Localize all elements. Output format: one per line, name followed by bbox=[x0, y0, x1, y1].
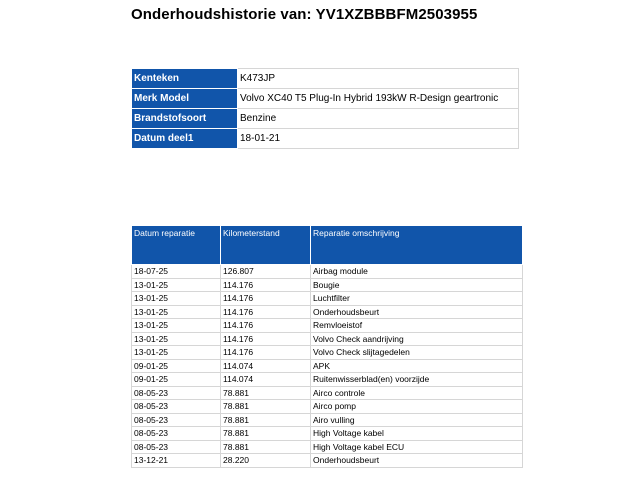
cell-mileage: 78.881 bbox=[221, 440, 311, 454]
cell-mileage: 114.176 bbox=[221, 292, 311, 306]
cell-mileage: 114.176 bbox=[221, 332, 311, 346]
cell-mileage: 126.807 bbox=[221, 265, 311, 279]
cell-description: Bougie bbox=[311, 278, 523, 292]
table-row bbox=[132, 373, 523, 387]
cell-description: Remvloeistof bbox=[311, 319, 523, 333]
cell-description: Volvo Check slijtagedelen bbox=[311, 346, 523, 360]
cell-date: 09-01-25 bbox=[132, 359, 221, 373]
cell-description: APK bbox=[311, 359, 523, 373]
vehicle-row-datum-deel1 bbox=[132, 129, 519, 149]
cell-date: 13-01-25 bbox=[132, 305, 221, 319]
cell-date: 18-07-25 bbox=[132, 265, 221, 279]
cell-description: High Voltage kabel ECU bbox=[311, 440, 523, 454]
cell-description: Onderhoudsbeurt bbox=[311, 305, 523, 319]
vehicle-label: Kenteken bbox=[132, 69, 238, 89]
cell-mileage: 114.074 bbox=[221, 359, 311, 373]
table-row bbox=[132, 265, 523, 279]
column-header-date: Datum reparatie bbox=[132, 226, 221, 265]
vehicle-row-kenteken bbox=[132, 69, 519, 89]
table-row bbox=[132, 305, 523, 319]
vehicle-value: 18-01-21 bbox=[238, 129, 519, 149]
table-row bbox=[132, 278, 523, 292]
cell-date: 08-05-23 bbox=[132, 440, 221, 454]
cell-description: Airco controle bbox=[311, 386, 523, 400]
table-row bbox=[132, 454, 523, 468]
cell-date: 13-01-25 bbox=[132, 346, 221, 360]
history-body bbox=[132, 265, 523, 468]
table-row bbox=[132, 332, 523, 346]
cell-description: Volvo Check aandrijving bbox=[311, 332, 523, 346]
vehicle-label: Merk Model bbox=[132, 89, 238, 109]
cell-mileage: 114.074 bbox=[221, 373, 311, 387]
table-row bbox=[132, 400, 523, 414]
history-table bbox=[131, 225, 523, 468]
cell-description: Onderhoudsbeurt bbox=[311, 454, 523, 468]
table-row bbox=[132, 386, 523, 400]
column-header-mileage: Kilometerstand bbox=[221, 226, 311, 265]
cell-description: Airo vulling bbox=[311, 413, 523, 427]
vehicle-info-table bbox=[131, 68, 519, 149]
vehicle-label: Brandstofsoort bbox=[132, 109, 238, 129]
vehicle-value: K473JP bbox=[238, 69, 519, 89]
table-row bbox=[132, 440, 523, 454]
cell-mileage: 78.881 bbox=[221, 413, 311, 427]
cell-date: 13-01-25 bbox=[132, 278, 221, 292]
table-row bbox=[132, 292, 523, 306]
cell-description: Ruitenwisserblad(en) voorzijde bbox=[311, 373, 523, 387]
table-row bbox=[132, 346, 523, 360]
vehicle-value: Benzine bbox=[238, 109, 519, 129]
cell-mileage: 114.176 bbox=[221, 319, 311, 333]
cell-description: Airco pomp bbox=[311, 400, 523, 414]
column-header-description: Reparatie omschrijving bbox=[311, 226, 523, 265]
table-row bbox=[132, 427, 523, 441]
cell-mileage: 78.881 bbox=[221, 427, 311, 441]
cell-mileage: 28.220 bbox=[221, 454, 311, 468]
cell-date: 13-01-25 bbox=[132, 292, 221, 306]
cell-description: High Voltage kabel bbox=[311, 427, 523, 441]
cell-mileage: 78.881 bbox=[221, 386, 311, 400]
cell-mileage: 114.176 bbox=[221, 346, 311, 360]
history-header-row bbox=[132, 226, 523, 265]
cell-date: 08-05-23 bbox=[132, 413, 221, 427]
cell-date: 13-01-25 bbox=[132, 319, 221, 333]
cell-date: 09-01-25 bbox=[132, 373, 221, 387]
cell-mileage: 114.176 bbox=[221, 305, 311, 319]
cell-description: Luchtfilter bbox=[311, 292, 523, 306]
vehicle-value: Volvo XC40 T5 Plug-In Hybrid 193kW R-Design geartronic bbox=[238, 89, 519, 109]
table-row bbox=[132, 359, 523, 373]
cell-description: Airbag module bbox=[311, 265, 523, 279]
vehicle-row-brandstofsoort bbox=[132, 109, 519, 129]
cell-date: 08-05-23 bbox=[132, 427, 221, 441]
table-row bbox=[132, 413, 523, 427]
table-row bbox=[132, 319, 523, 333]
page-title: Onderhoudshistorie van: YV1XZBBBFM2503955 bbox=[131, 6, 478, 23]
cell-date: 08-05-23 bbox=[132, 386, 221, 400]
cell-mileage: 114.176 bbox=[221, 278, 311, 292]
vehicle-label: Datum deel1 bbox=[132, 129, 238, 149]
cell-date: 13-01-25 bbox=[132, 332, 221, 346]
cell-date: 08-05-23 bbox=[132, 400, 221, 414]
cell-mileage: 78.881 bbox=[221, 400, 311, 414]
cell-date: 13-12-21 bbox=[132, 454, 221, 468]
vehicle-row-merk-model bbox=[132, 89, 519, 109]
